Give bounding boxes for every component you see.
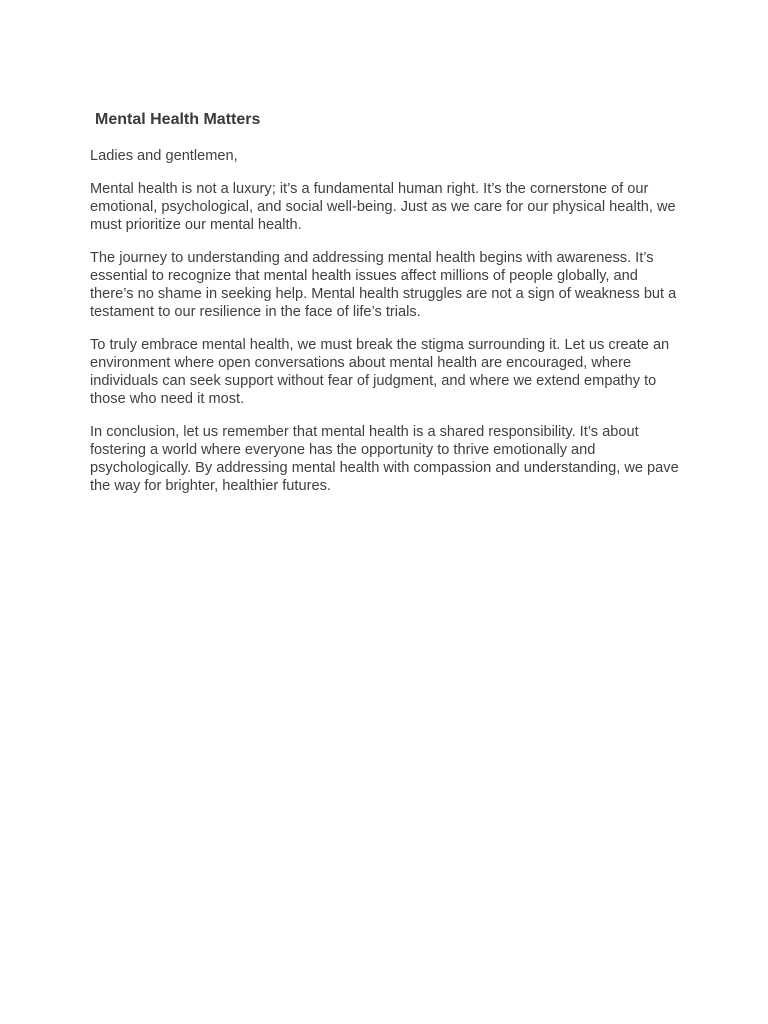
paragraph-greeting: Ladies and gentlemen,	[90, 148, 238, 164]
document-title: Mental Health Matters	[95, 111, 261, 128]
paragraph-stigma: To truly embrace mental health, we must break the stigma surrounding it. Let us create an environment where open conversations about mental health are encouraged, where individuals can seek support without fear of judgment, and where we extend empathy to those who need it most.	[90, 337, 670, 407]
paragraph-awareness: The journey to understanding and addressing mental health begins with awareness. It’s essential to recognize that mental health issues affect millions of people globally, and there’s no shame in seeking help. Mental health struggles are not a sign of weakness but a testament to our resilience in the face of life’s trials.	[90, 250, 677, 320]
paragraph-introduction: Mental health is not a luxury; it’s a fundamental human right. It’s the cornerstone of our emotional, psychological, and social well-being. Just as we care for our physical health, we must prioritize our mental health.	[90, 181, 676, 233]
document-page	[90, 110, 680, 510]
paragraph-conclusion: In conclusion, let us remember that mental health is a shared responsibility. It’s about fostering a world where everyone has the opportunity to thrive emotionally and psychologically. By addressing mental health with compassion and understanding, we pave the way for brighter, healthier futures.	[90, 424, 679, 494]
